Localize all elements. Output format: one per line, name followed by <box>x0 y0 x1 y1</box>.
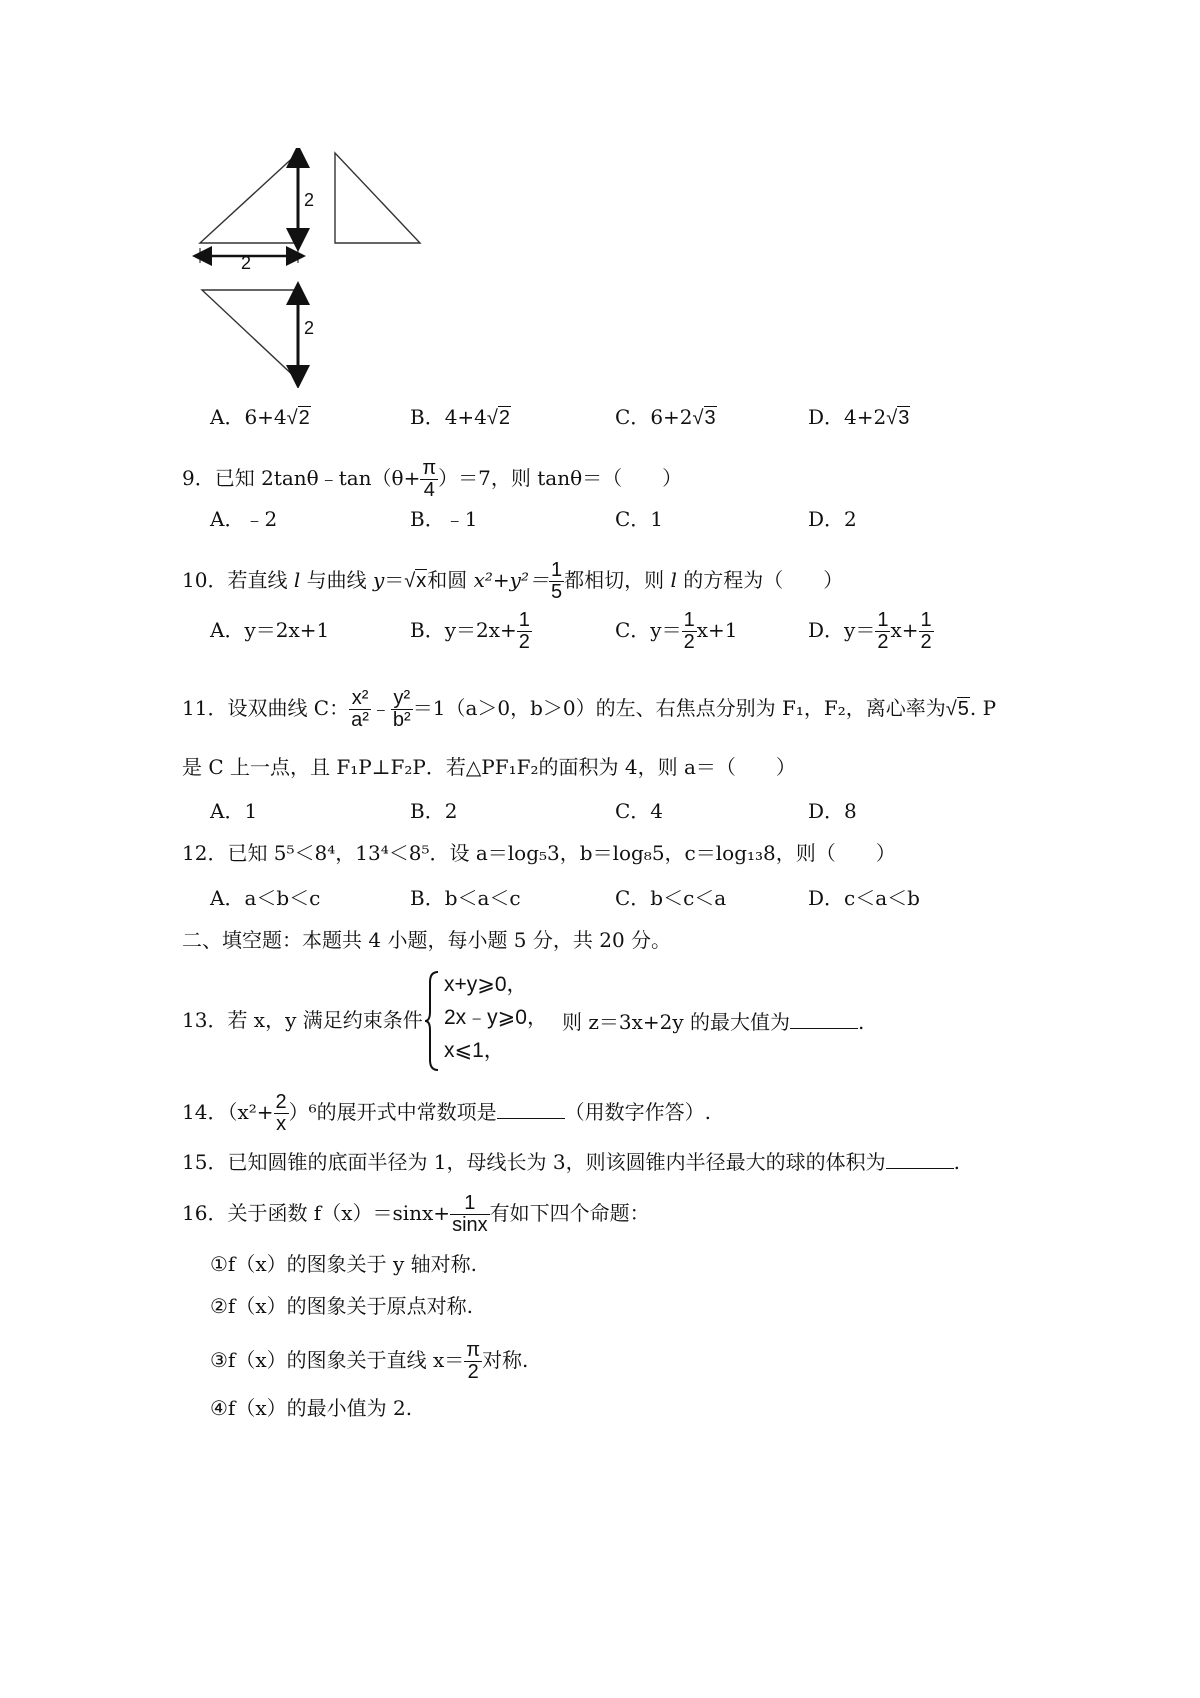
front-view-triangle <box>200 153 298 243</box>
dim-label-front: 2 <box>304 190 315 210</box>
three-view-figure <box>190 148 450 388</box>
q9-option-d[interactable]: D．2 <box>808 507 857 531</box>
fraction: $\frac{1}{2}$ <box>683 609 695 653</box>
sqrt-icon: √2 <box>286 407 310 429</box>
q10-option-d[interactable]: D．y＝ $\frac{1}{2}$ x+ $\frac{1}{2}$ <box>808 609 932 653</box>
q12-option-d[interactable]: D．c＜a＜b <box>808 886 920 910</box>
q16-proposition-3: ③f（x）的图象关于直线 x＝ $\frac{\pi}{2}$ 对称. <box>210 1339 529 1383</box>
answer-blank[interactable] <box>497 1100 565 1119</box>
q12-stem: 12．已知 5⁵＜8⁴，13⁴＜8⁵．设 a＝log₅3，b＝log₈5，c＝log₁₃8，则（ ） <box>182 841 896 865</box>
q8-option-d[interactable]: D．4+2√3 <box>808 405 910 429</box>
q8-option-c[interactable]: C．6+2√3 <box>615 405 716 429</box>
answer-blank[interactable] <box>790 1010 858 1029</box>
q13-stem-tail: 则 z＝3x+2y 的最大值为 . <box>562 1010 865 1034</box>
fraction: $\frac{\pi}{4}$ <box>422 457 437 501</box>
q11-option-b[interactable]: B．2 <box>410 799 458 823</box>
q12-option-a[interactable]: A．a＜b＜c <box>210 886 321 910</box>
q16-proposition-1: ①f（x）的图象关于 y 轴对称. <box>210 1252 477 1276</box>
q9-option-c[interactable]: C．1 <box>615 507 664 531</box>
sqrt-icon: √3 <box>886 407 910 429</box>
fraction: $\frac{\text{y²}}{\text{b²}}$ <box>392 687 411 731</box>
q11-stem-line2: 是 C 上一点，且 F₁P⊥F₂P．若△PF₁F₂的面积为 4，则 a＝（ ） <box>182 755 796 779</box>
q12-option-b[interactable]: B．b＜a＜c <box>410 886 521 910</box>
fraction: $\frac{1}{2}$ <box>518 609 530 653</box>
q16-proposition-4: ④f（x）的最小值为 2. <box>210 1396 413 1420</box>
q11-stem: 11．设双曲线 C： $\frac{\text{x²}}{\text{a²}}$ ﹣ $\frac{\text{y²}}{\text{b²}}$ ＝1（a＞0，b＞0）的左、右焦点分别为 F₁，F₂，离心率为√5. P <box>182 687 997 731</box>
left-brace-icon <box>424 970 440 1072</box>
section-heading: 二、填空题：本题共 4 小题，每小题 5 分，共 20 分。 <box>182 928 672 952</box>
q8-option-a[interactable]: A．6+4√2 <box>210 405 310 429</box>
q10-stem: 10．若直线 l 与曲线 y＝√x和圆 x²+y²＝ $\frac{1}{5}$ 都相切，则 l 的方程为（ ） <box>182 559 844 603</box>
fraction: $\frac{1}{5}$ <box>550 559 563 603</box>
q9-option-b[interactable]: B．﹣1 <box>410 507 478 531</box>
sqrt-icon: √x <box>404 570 427 592</box>
q15-stem: 15．已知圆锥的底面半径为 1，母线长为 3，则该圆锥内半径最大的球的体积为 . <box>182 1150 960 1174</box>
q11-option-c[interactable]: C．4 <box>615 799 664 823</box>
sqrt-icon: √2 <box>486 407 511 429</box>
q16-stem: 16．关于函数 f（x）＝sinx+ $\frac{1}{\sin x}$ 有如下四个命题： <box>182 1192 650 1236</box>
fraction: $\frac{1}{\sin x}$ <box>452 1192 488 1236</box>
side-view-triangle <box>335 153 420 243</box>
q10-option-b[interactable]: B．y＝2x+ $\frac{1}{2}$ <box>410 609 530 653</box>
fraction: $\frac{\text{x²}}{\text{a²}}$ <box>351 687 369 731</box>
q11-option-d[interactable]: D．8 <box>808 799 857 823</box>
q10-option-a[interactable]: A．y＝2x+1 <box>210 618 330 642</box>
q10-option-c[interactable]: C．y＝ $\frac{1}{2}$ x+1 <box>615 609 738 653</box>
q11-option-a[interactable]: A．1 <box>210 799 258 823</box>
q9-option-a[interactable]: A．﹣2 <box>210 507 278 531</box>
q9-stem: 9．已知 2tanθ﹣tan（θ+ $\frac{\pi}{4}$ ）＝7，则 tanθ＝（ ） <box>182 457 683 501</box>
dim-label-top-view: 2 <box>304 318 315 338</box>
q12-option-c[interactable]: C．b＜c＜a <box>615 886 727 910</box>
top-view-triangle <box>202 290 298 380</box>
q8-option-b[interactable]: B．4+4√2 <box>410 405 511 429</box>
fraction: $\frac{2}{x}$ <box>275 1091 287 1135</box>
constraint-system: x+y⩾0， 2x﹣y⩾0， x⩽1， <box>444 973 548 1062</box>
q14-stem: 14．（x²+ $\frac{2}{x}$ ）⁶的展开式中常数项是 （用数字作答）. <box>182 1091 712 1135</box>
answer-blank[interactable] <box>886 1150 954 1169</box>
fraction: $\frac{1}{2}$ <box>877 609 889 653</box>
sqrt-icon: √5 <box>945 698 969 720</box>
fraction: $\frac{\pi}{2}$ <box>466 1339 481 1383</box>
sqrt-icon: √3 <box>692 407 716 429</box>
dim-label-bottom: 2 <box>241 253 252 273</box>
fraction: $\frac{1}{2}$ <box>920 609 932 653</box>
q13-stem: 13．若 x，y 满足约束条件 <box>182 1008 423 1032</box>
q16-proposition-2: ②f（x）的图象关于原点对称. <box>210 1294 473 1318</box>
